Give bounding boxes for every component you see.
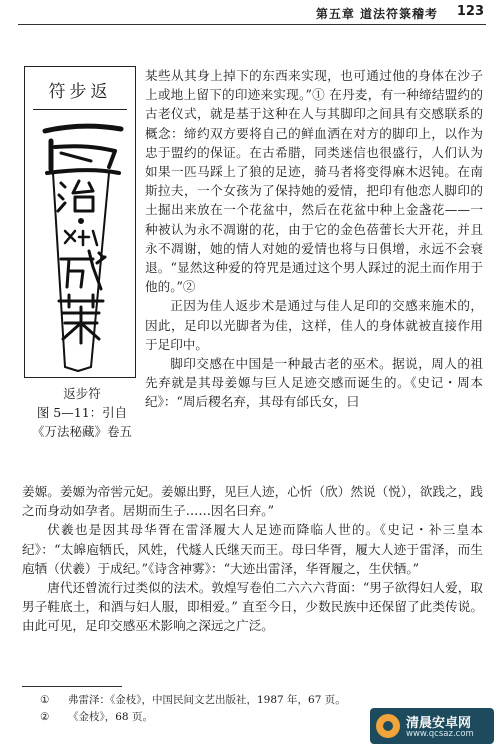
paragraph: 姜嫄。姜嫄为帝喾元妃。姜嫄出野，见巨人迹，心忻（欣）然说（悦），欲践之，践之而身动如孕者。居期而生子……因名曰弃。” <box>22 484 483 519</box>
footnote-mark: ② <box>40 711 50 723</box>
caption-line: 图 5—11：引自 <box>36 405 128 420</box>
talisman-figure <box>24 66 136 456</box>
paragraph: 正因为佳人返步术是通过与佳人足印的交感来施术的，因此，足印以光脚者为佳，这样，佳人的身体就被直接作用于足印中。 <box>145 298 483 352</box>
body-text <box>22 482 483 636</box>
header-rule <box>18 24 486 25</box>
figure-caption <box>18 384 146 441</box>
paragraph: 某些从其身上掉下的东西来实现，也可通过他的身体在沙子上或地上留下的印迹来实现。”① 在丹麦，有一种缔结盟约的古老仪式，就是基于这种在人与其脚印之间具有交感联系的概念：缔约双方要将自己的鲜血洒在对方的脚印上，以作为忠于盟约的保证。在古希腊，同类迷信也很盛行，人们认为如果一匹马踩上了狼的足迹，骑马者将变得麻木迟钝。在南斯拉夫，一个女孩为了保持她的爱情，把印有他恋人脚印的土掘出来放在一个花盆中，然后在花盆中种上金盏花——一种被认为永不凋谢的花，由于它的金色蓓蕾长大开花，并且永不凋谢，她的情人对她的爱情也将与日俱增，永远不会衰退。“显然这种爱的符咒是通过这个男人踩过的泥土而作用于他的。”② <box>145 68 483 295</box>
column-text <box>145 66 483 412</box>
chapter-title: 第五章 道法符箓稽考 <box>315 7 438 21</box>
footnote-text: 《金枝》，68 页。 <box>68 711 153 723</box>
footnote <box>40 692 460 709</box>
watermark-url: www.qcsaz.com <box>406 729 474 739</box>
talisman-title: 符步返 <box>48 82 112 102</box>
paragraph: 脚印交感在中国是一种最古老的巫术。据说，周人的祖先弃就是其母姜嫄与巨人足迹交感而诞生的。《史记・周本纪》：“周后稷名弃，其母有邰氏女，曰 <box>145 356 483 410</box>
footnote-text: 弗雷泽：《金枝》，中国民间文艺出版社，1987 年，67 页。 <box>68 694 346 706</box>
paragraph: 伏羲也是因其母华胥在雷泽履大人足迹而降临人世的。《史记・补三皇本纪》：“太皞庖牺氏，风姓，代燧人氏继天而王。母曰华胥，履大人迹于雷泽，而生庖牺（伏羲）于成纪。”《诗含神雾》：“大迹出雷泽，华胥履之，生伏牺。” <box>22 522 483 576</box>
talisman-title-rule <box>33 109 127 110</box>
footnote-rule <box>22 686 122 687</box>
page-number: 123 <box>456 4 484 19</box>
talisman-glyph-icon <box>31 117 131 373</box>
talisman-drawing <box>24 66 136 378</box>
watermark-name: 清晨安卓网 <box>406 716 472 731</box>
site-logo-icon <box>376 714 400 738</box>
site-watermark <box>370 708 494 744</box>
paragraph: 唐代还曾流行过类似的法术。敦煌写卷伯二六六六背面：“男子欲得妇人爱，取男子鞋底土，和酒与妇人服，即相爱。” 直至今日，少数民族中还保留了此类传说。由此可见，足印交感巫术影响之深远之广泛。 <box>22 580 483 634</box>
footnote-mark: ① <box>40 694 50 706</box>
caption-line: 《万法秘藏》卷五 <box>31 424 132 439</box>
running-header <box>0 0 500 26</box>
caption-line: 返步符 <box>63 386 101 401</box>
